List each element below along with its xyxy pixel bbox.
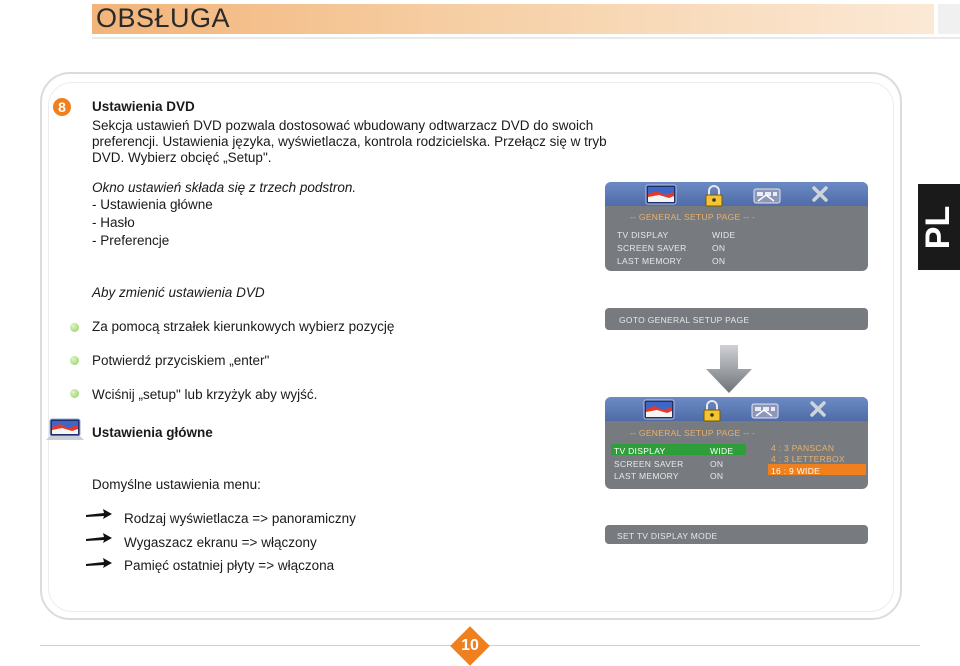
- osd-page-title: -- GENERAL SETUP PAGE -- -: [630, 212, 756, 222]
- step-item-3: Wciśnij „setup" lub krzyżyk aby wyjść.: [92, 387, 318, 402]
- osd-row-value: ON: [710, 471, 724, 481]
- intro-line-3: DVD. Wybierz obcięć „Setup".: [92, 150, 272, 165]
- default-item-display: Rodzaj wyświetlacza => panoramiczny: [124, 511, 356, 526]
- osd-row-label[interactable]: LAST MEMORY: [617, 256, 682, 266]
- default-item-lastmemory: Pamięć ostatniej płyty => włączona: [124, 558, 335, 573]
- arrow-down-icon: [706, 345, 752, 393]
- section-title: Ustawienia DVD: [92, 99, 195, 114]
- close-icon[interactable]: [810, 401, 826, 417]
- osd-row-value: WIDE: [712, 230, 736, 240]
- page-title: OBSŁUGA: [96, 3, 231, 33]
- intro-line-1: Sekcja ustawień DVD pozwala dostosować wbudowany odtwarzacz DVD do swoich: [92, 118, 594, 133]
- lock-tab-icon[interactable]: [702, 400, 722, 422]
- osd-row-label-selected[interactable]: TV DISPLAY: [614, 446, 666, 456]
- intro-line-2: preferencji. Ustawienia języka, wyświetlacza, kontrola rodzicielska. Przełącz się w tryb: [92, 134, 607, 149]
- osd-row-value: ON: [710, 459, 724, 469]
- tv-display-tab-icon[interactable]: [645, 184, 679, 208]
- step-item-2: Potwierdź przyciskiem „enter": [92, 353, 270, 368]
- tv-display-tab-icon[interactable]: [643, 399, 677, 423]
- bullet-icon: [70, 356, 79, 365]
- page-item-preferences: - Preferencje: [92, 233, 170, 248]
- change-heading: Aby zmienić ustawienia DVD: [92, 285, 265, 300]
- pages-heading: Okno ustawień składa się z trzech podstron.: [92, 180, 357, 195]
- osd-row-label[interactable]: TV DISPLAY: [617, 230, 669, 240]
- osd-row-value: ON: [712, 243, 726, 253]
- osd-row-label[interactable]: SCREEN SAVER: [617, 243, 687, 253]
- step-number-badge: 8: [53, 98, 71, 116]
- step-item-1: Za pomocą strzałek kierunkowych wybierz pozycję: [92, 319, 395, 334]
- preferences-tab-icon[interactable]: [752, 187, 782, 205]
- bullet-icon: [70, 389, 79, 398]
- osd-row-label[interactable]: LAST MEMORY: [614, 471, 679, 481]
- osd-status-text: GOTO GENERAL SETUP PAGE: [619, 315, 750, 325]
- osd-row-label[interactable]: SCREEN SAVER: [614, 459, 684, 469]
- page-item-password: - Hasło: [92, 215, 135, 230]
- header-corner: [938, 4, 960, 34]
- language-tab-label: PL: [919, 205, 958, 249]
- header-divider: [92, 37, 960, 39]
- arrow-right-icon: [86, 507, 112, 521]
- monitor-icon: [46, 418, 84, 442]
- page-item-main: - Ustawienia główne: [92, 197, 213, 212]
- main-settings-title: Ustawienia główne: [92, 425, 213, 440]
- preferences-tab-icon[interactable]: [750, 402, 780, 420]
- osd-option-selected[interactable]: 16 : 9 WIDE: [771, 466, 821, 476]
- page-number: 10: [461, 637, 479, 654]
- osd-option[interactable]: 4 : 3 LETTERBOX: [771, 454, 845, 464]
- osd-status-text: SET TV DISPLAY MODE: [617, 531, 718, 541]
- osd-page-title: -- GENERAL SETUP PAGE -- -: [630, 428, 756, 438]
- arrow-right-icon: [86, 531, 112, 545]
- default-item-screensaver: Wygaszacz ekranu => włączony: [124, 535, 317, 550]
- arrow-right-icon: [86, 556, 112, 570]
- defaults-label: Domyślne ustawienia menu:: [92, 477, 261, 492]
- lock-tab-icon[interactable]: [704, 185, 724, 207]
- close-icon[interactable]: [812, 186, 828, 202]
- osd-row-value: WIDE: [710, 446, 734, 456]
- osd-option[interactable]: 4 : 3 PANSCAN: [771, 443, 835, 453]
- bullet-icon: [70, 323, 79, 332]
- osd-row-value: ON: [712, 256, 726, 266]
